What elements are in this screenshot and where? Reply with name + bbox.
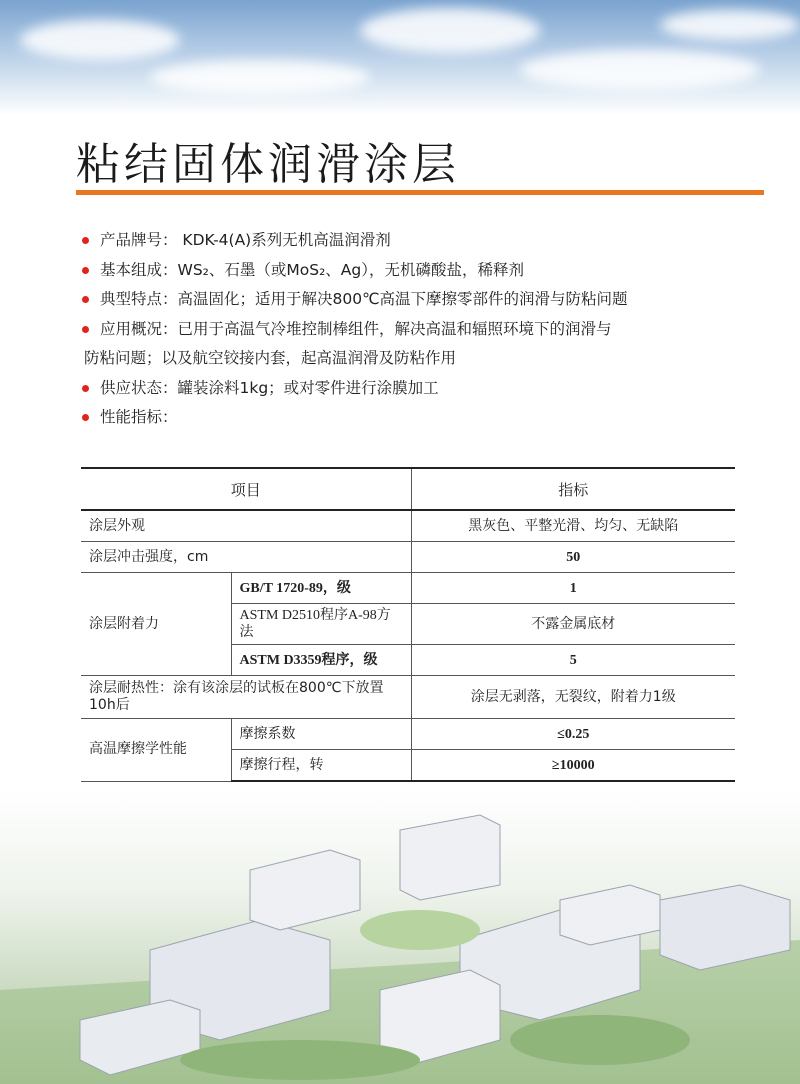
bullet-item: 性能指标： — [80, 403, 770, 433]
header-item: 项目 — [81, 468, 411, 510]
bullet-dot-icon — [82, 414, 89, 421]
bullet-dot-icon — [82, 237, 89, 244]
row-value: 涂层无剥落，无裂纹，附着力1级 — [411, 676, 735, 719]
bullet-item: 产品牌号： KDK-4(A)系列无机高温润滑剂 — [80, 226, 770, 256]
table-row — [81, 719, 735, 750]
row-method: GB/T 1720-89，级 — [231, 573, 411, 604]
bullet-dot-icon — [82, 267, 89, 274]
bullet-continuation: 防粘问题；以及航空铰接内套，起高温润滑及防粘作用 — [84, 349, 457, 367]
friction-label: 高温摩擦学性能 — [81, 719, 231, 782]
bullet-dot-icon — [82, 385, 89, 392]
bullet-item: 典型特点：高温固化；适用于解决800℃高温下摩擦零部件的润滑与防粘问题 — [80, 285, 770, 315]
table-header-row — [81, 468, 735, 510]
bullet-dot-icon — [82, 326, 89, 333]
bullet-dot-icon — [82, 296, 89, 303]
row-item: 涂层冲击强度，cm — [81, 542, 411, 573]
table-row — [81, 510, 735, 542]
adhesion-label: 涂层附着力 — [81, 573, 231, 676]
header-index: 指标 — [411, 468, 735, 510]
table-row — [81, 573, 735, 604]
spec-bullet-list — [80, 226, 770, 433]
row-method: 摩擦系数 — [231, 719, 411, 750]
page-title: 粘结固体润滑涂层 — [76, 139, 460, 190]
row-method: ASTM D3359程序，级 — [231, 645, 411, 676]
bullet-item: 应用概况：已用于高温气冷堆控制棒组件，解决高温和辐照环境下的润滑与 — [80, 315, 770, 345]
campus-image — [0, 790, 800, 1084]
row-value: ≥10000 — [411, 750, 735, 782]
row-item: 涂层外观 — [81, 510, 411, 542]
sky-banner — [0, 0, 800, 115]
row-method: ASTM D2510程序A-98方法 — [231, 604, 411, 645]
row-method: 摩擦行程，转 — [231, 750, 411, 782]
row-item: 涂层耐热性：涂有该涂层的试板在800℃下放置10h后 — [81, 676, 411, 719]
row-value: 5 — [411, 645, 735, 676]
row-value: 黑灰色、平整光滑、均匀、无缺陷 — [411, 510, 735, 542]
table-row — [81, 542, 735, 573]
title-underline — [76, 190, 764, 195]
bullet-item: 基本组成：WS₂、石墨（或MoS₂、Ag），无机磷酸盐，稀释剂 — [80, 256, 770, 286]
row-value: ≤0.25 — [411, 719, 735, 750]
row-value: 50 — [411, 542, 735, 573]
row-value: 不露金属底材 — [411, 604, 735, 645]
performance-table — [81, 467, 735, 782]
row-value: 1 — [411, 573, 735, 604]
table-row — [81, 676, 735, 719]
campus-illustration — [0, 790, 800, 1084]
bullet-item: 供应状态：罐装涂料1kg；或对零件进行涂膜加工 — [80, 374, 770, 404]
